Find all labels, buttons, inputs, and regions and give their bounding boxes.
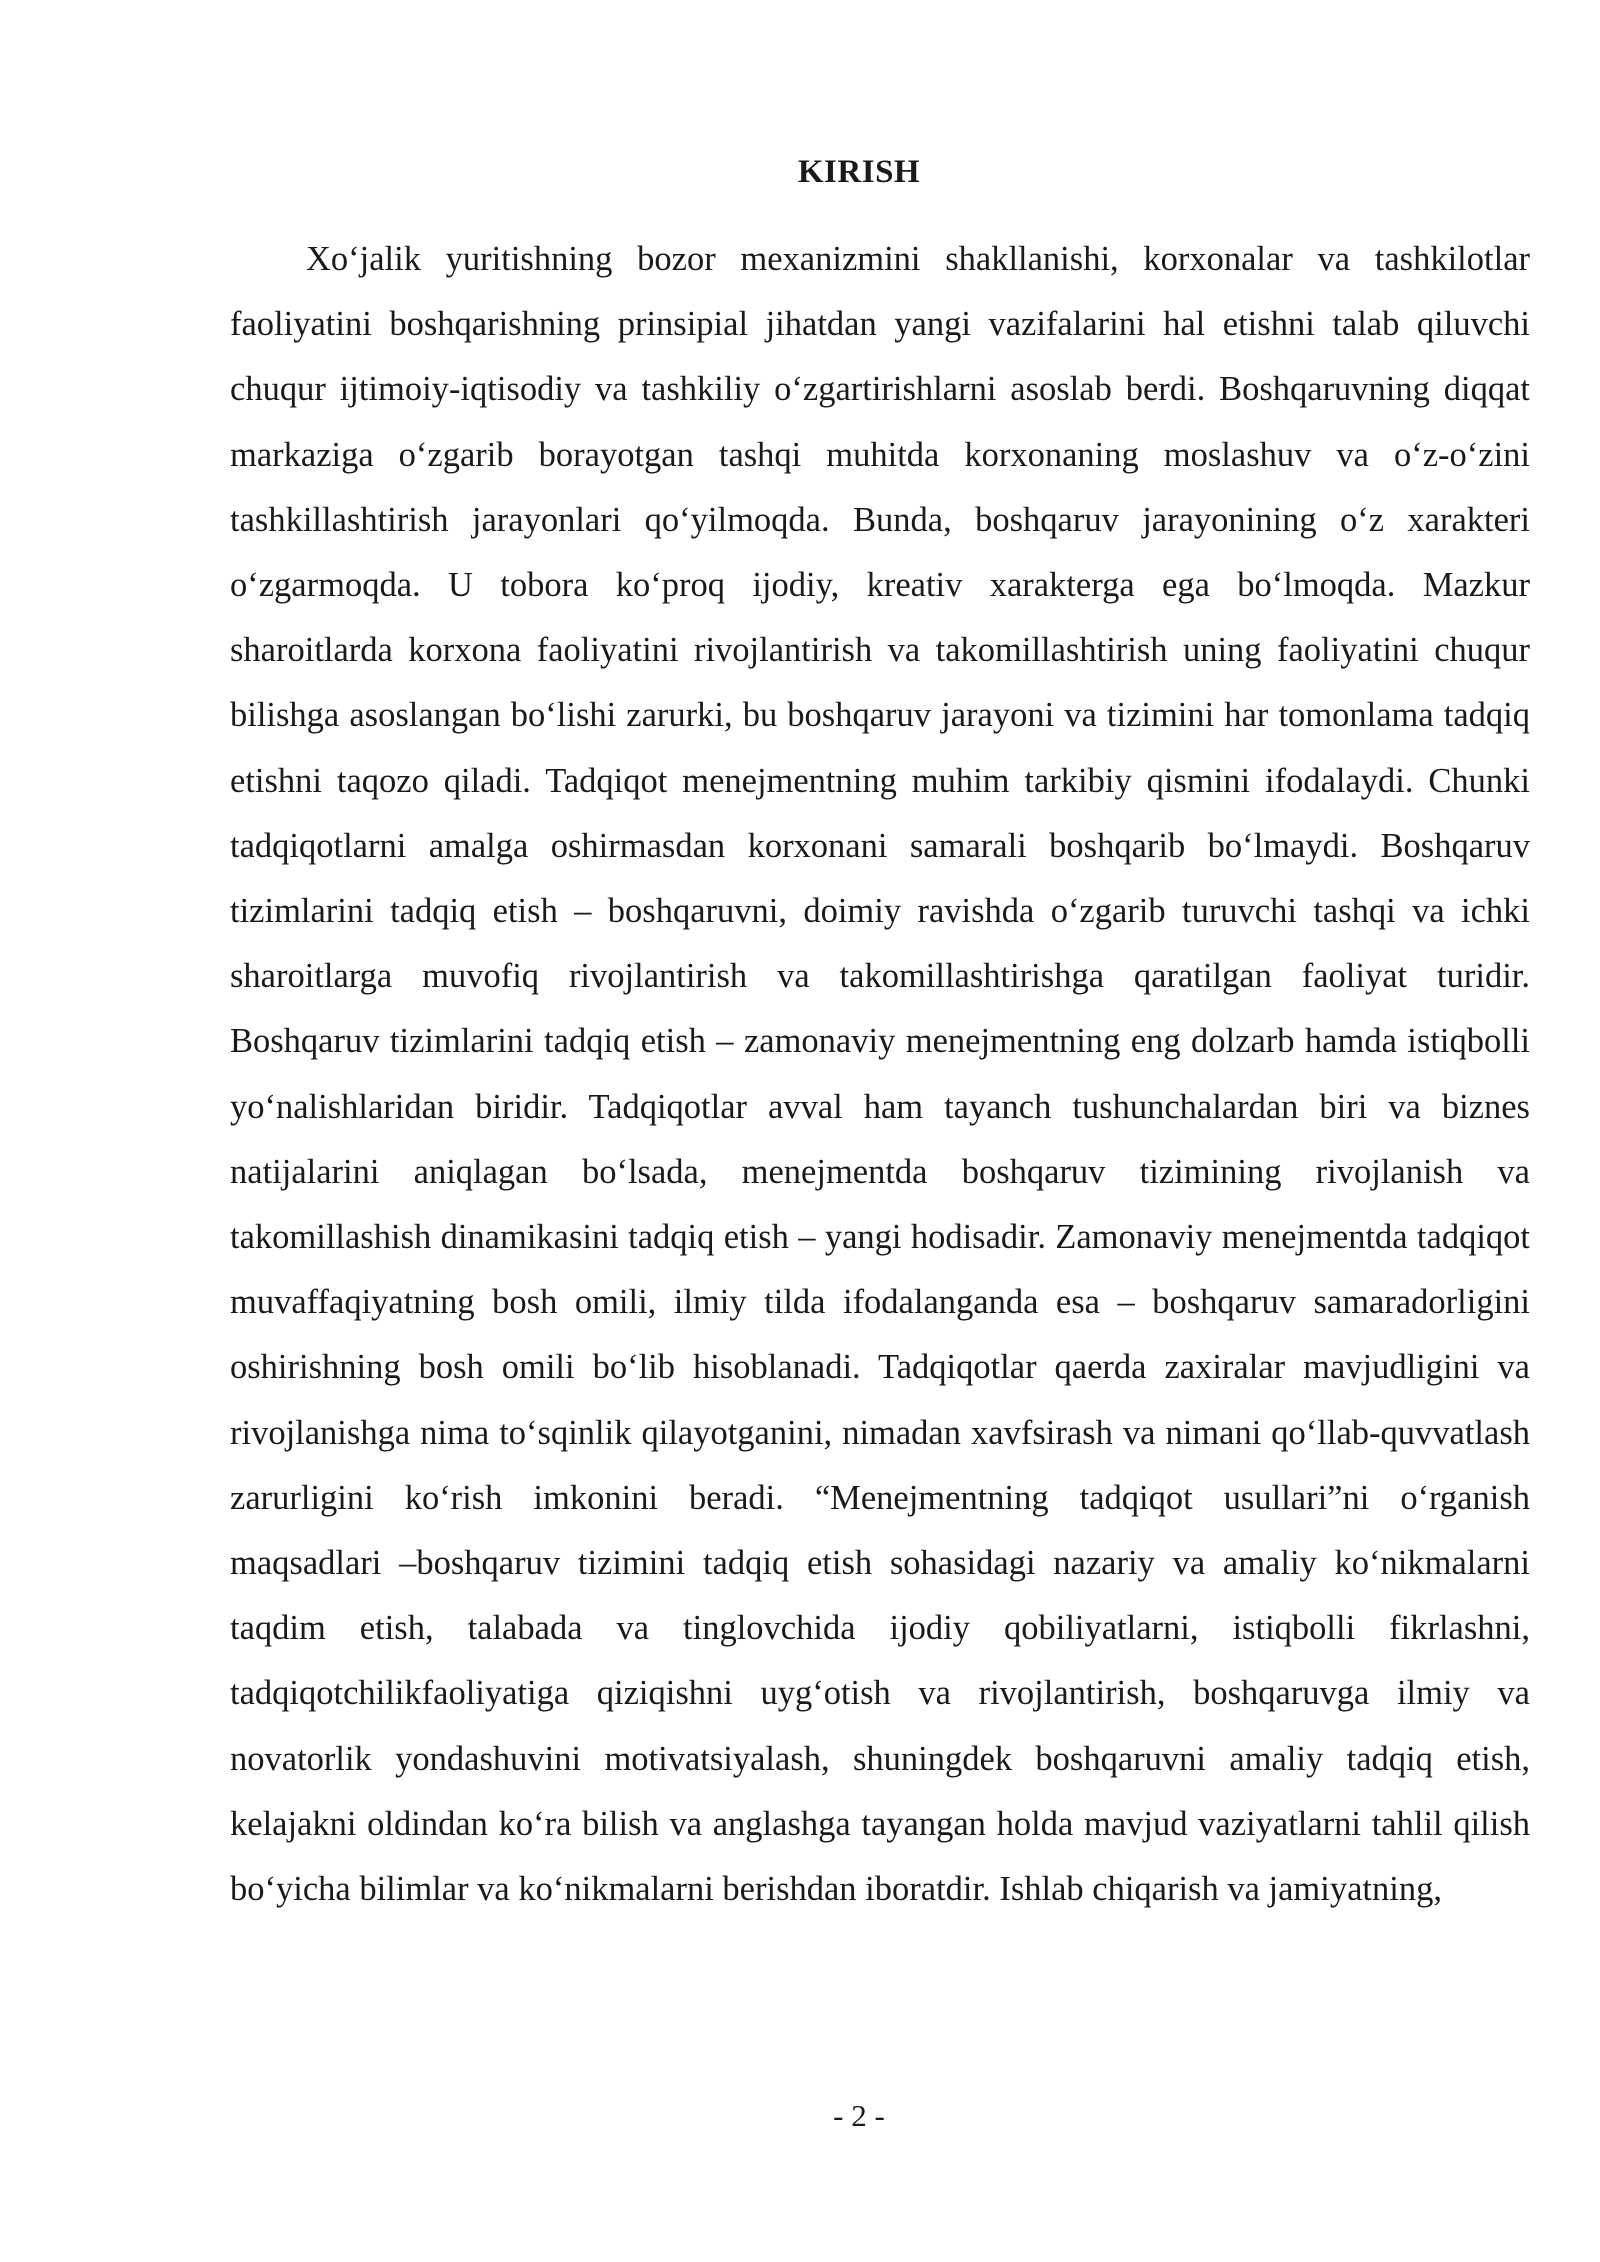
page-number: - 2 - bbox=[833, 2098, 885, 2133]
section-title: KIRISH bbox=[797, 154, 921, 190]
body-paragraph: Xo‘jalik yuritishning bozor mexanizmini shakllanishi, korxonalar va tashkilotlar faoliyatini boshqarishning prinsipial jihatdan yangi vazifalarini hal etishni talab qiluvchi chuqur ijtimoiy-iqtisodiy va tashkiliy o‘zgartirishlarni asoslab berdi. Boshqaruvning diqqat markaziga o‘zgarib borayotgan tashqi muhitda korxonaning moslashuv va o‘z-o‘zini tashkillashtirish jarayonlari qo‘yilmoqda. Bunda, boshqaruv jarayonining o‘z xarakteri o‘zgarmoqda. U tobora ko‘proq ijodiy, kreativ xarakterga ega bo‘lmoqda. Mazkur sharoitlarda korxona faoliyatini rivojlantirish va takomillashtirish uning faoliyatini chuqur bilishga asoslangan bo‘lishi zarurki, bu boshqaruv jarayoni va tizimini har tomonlama tadqiq etishni taqozo qiladi. Tadqiqot menejmentning muhim tarkibiy qismini ifodalaydi. Chunki tadqiqotlarni amalga oshirmasdan korxonani samarali boshqarib bo‘lmaydi. Boshqaruv tizimlarini tadqiq etish – boshqaruvni, doimiy ravishda o‘zgarib turuvchi tashqi va ichki sharoitlarga muvofiq rivojlantirish va takomillashtirishga qaratilgan faoliyat turidir. Boshqaruv tizimlarini tadqiq etish – zamonaviy menejmentning eng dolzarb hamda istiqbolli yo‘nalishlaridan biridir. Tadqiqotlar avval ham tayanch tushunchalardan biri va biznes natijalarini aniqlagan bo‘lsada, menejmentda boshqaruv tizimining rivojlanish va takomillashish dinamikasini tadqiq etish – yangi hodisadir. Zamonaviy menejmentda tadqiqot muvaffaqiyatning bosh omili, ilmiy tilda ifodalanganda esa – boshqaruv samaradorligini oshirishning bosh omili bo‘lib hisoblanadi. Tadqiqotlar qaerda zaxiralar mavjudligini va rivojlanishga nima to‘sqinlik qilayotganini, nimadan xavfsirash va nimani qo‘llab-quvvatlash zarurligini ko‘rish imkonini beradi. “Menejmentning tadqiqot usullari”ni o‘rganish maqsadlari –boshqaruv tizimini tadqiq etish sohasidagi nazariy va amaliy ko‘nikmalarni taqdim etish, talabada va tinglovchida ijodiy qobiliyatlarni, istiqbolli fikrlashni, tadqiqotchilikfaoliyatiga qiziqishni uyg‘otish va rivojlantirish, boshqaruvga ilmiy va novatorlik yondashuvini motivatsiyalash, shuningdek boshqaruvni amaliy tadqiq etish, kelajakni oldindan ko‘ra bilish va anglashga tayangan holda mavjud vaziyatlarni tahlil qilish bo‘yicha bilimlar va ko‘nikmalarni berishdan iboratdir. Ishlab chiqarish va jamiyatning, bbox=[230, 240, 1530, 1909]
